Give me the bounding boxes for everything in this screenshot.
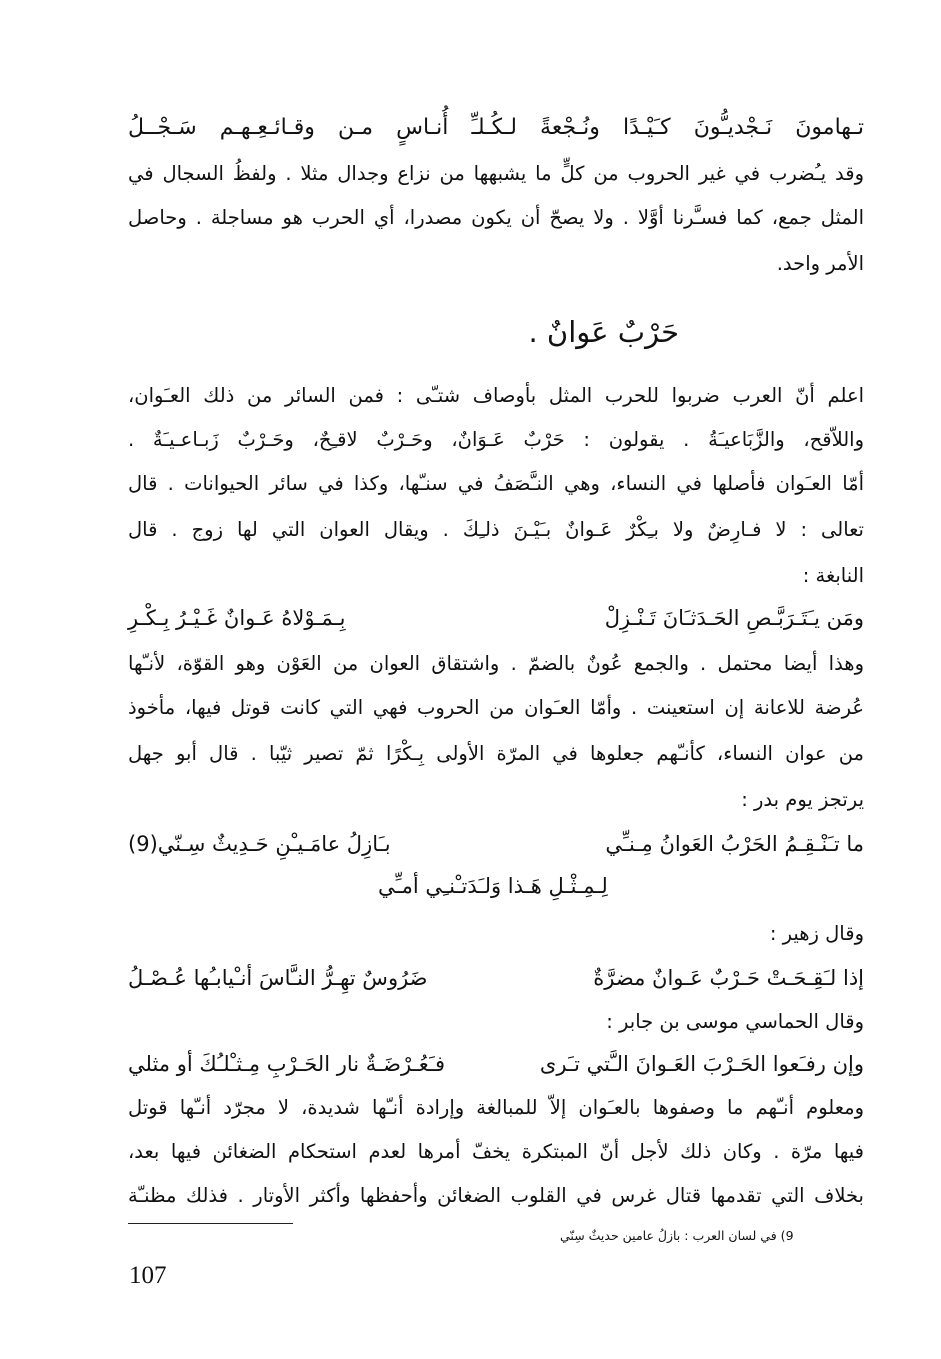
text-line: الأمر واحد. — [776, 252, 864, 275]
text-line: يرتجز يوم بدر : — [741, 788, 864, 811]
verse-hemistich-right: ومَن يـَتَـرَبَّـصِ الحَـدَثـَانَ تَـنْـزِلْ — [604, 606, 864, 630]
text-line: واللاّقح، والزَّبَاعيـَةُ . يقولون : حَرْبٌ عَـوَانٌ، وحَـرْبٌ لاقـِحٌ، وحَـرْبٌ زَبـاعـيـَةٌ . — [128, 428, 864, 451]
text-line: النابغة : — [802, 564, 864, 587]
page-number: 107 — [129, 1262, 167, 1289]
text-line: وهذا أيضا محتمل . والجمع عُونٌ بالضمّ . واشتقاق العوان من العَوْن وهو القوّة، لأنـّها — [128, 652, 864, 675]
footnote-divider — [128, 1223, 293, 1224]
footnote: 9) في لسان العرب : بازلُ عامين حديثٌ سِنّي — [560, 1228, 794, 1243]
verse-line: تـهامونَ نَـجْديـُّونَ كـَيْـدًا ونُـجْعةً لـكُـلـِّ أُنـاسٍ مـن وقـائـعِـهـم سَـجْــلُ — [128, 115, 864, 140]
text-line: المثل جمع، كما فسـَّرنا أوَّلا . ولا يصحّ أن يكون مصدرا، أي الحرب هو مساجلة . وحاصل — [128, 206, 864, 229]
verse-hemistich-right: إذا لـَقِـحَـتْ حَـرْبٌ عَـوانٌ مضرَّةٌ — [593, 966, 864, 990]
section-heading: حَرْبٌ عَوانٌ . — [528, 315, 679, 349]
text-line: أمّا العـَوان فأصلها في النساء، وهي النـَّصَفُ في سنـّها، وكذا في سائر الحيوانات . قال — [128, 472, 864, 495]
verse-hemistich-left: ضَرُوسٌ تهِـرُّ النـَّاسَ أنـْيابـُها عُـصْـلُ — [128, 966, 428, 990]
text-line: وقال الحماسي موسى بن جابر : — [606, 1010, 864, 1033]
text-line: وقال زهير : — [769, 922, 864, 945]
verse-line-centered: لِـمِـثْـلِ هَـذا وَلـَدَتـْنـِي أمـِّي — [378, 874, 608, 898]
text-line: بخلاف التي تقدمها قتال غرس في القلوب الضغائن وأحفظها وأكثر الأوتار . فذلك مظنـّة — [128, 1184, 864, 1207]
verse-hemistich-left: فـَعُـرْضَـةٌ نار الحَـرْبِ مِـثـْلـُكَ أو مثلي — [128, 1052, 446, 1076]
text-line: ومعلوم أنـّهم ما وصفوها بالعـَوان إلاّ للمبالغة وإرادة أنـّها شديدة، لا مجرّد أنـّها قوتل — [128, 1096, 864, 1119]
text-line: اعلم أنّ العرب ضربوا للحرب المثل بأوصاف شتـّى : فمن السائر من ذلك العـَوان، — [128, 384, 864, 407]
verse-hemistich-right: ما تـَنْـقِـمُ الحَرْبُ العَوانُ مِـنـِّي — [605, 832, 864, 856]
text-line: وقد يـُضرب في غير الحروب من كلٍّ ما يشبهها من نزاع وجدال مثلا . ولفظُ السجال في — [128, 162, 864, 185]
text-line: فيها مرّة . وكان ذلك لأجل أنّ المبتكرة يخفّ أمرها لعدم استحكام الضغائن فيها بعد، — [128, 1140, 864, 1163]
text-line: تعالى : لا فـارِضٌ ولا بـِكْرٌ عَـوانٌ بـَيْـنَ ذلـِكَ . ويقال العوان التي لها زوج . قال — [128, 518, 864, 541]
verse-hemistich-left: بـَازِلُ عامَـيـْنِ حَـدِيثٌ سِـنّي(9) — [128, 832, 391, 856]
text-line: من عوان النساء، كأنـّهم جعلوها في المرّة الأولى بِـكْرًا ثمّ تصير ثيّبا . قال أبو جهل — [128, 742, 864, 765]
verse-hemistich-right: وإن رفـَعوا الحَـرْبَ العَـوانَ الـَّتي تـَرى — [539, 1052, 864, 1076]
verse-hemistich-left: بِـمَـوْلاهُ عَـوانٌ غَـيْـرُ بِـكْـرِ — [128, 606, 346, 630]
text-line: عُرضة للاعانة إن استعينت . وأمّا العـَوان من الحروب فهي التي كانت قوتل فيها، مأخوذ — [128, 696, 864, 719]
